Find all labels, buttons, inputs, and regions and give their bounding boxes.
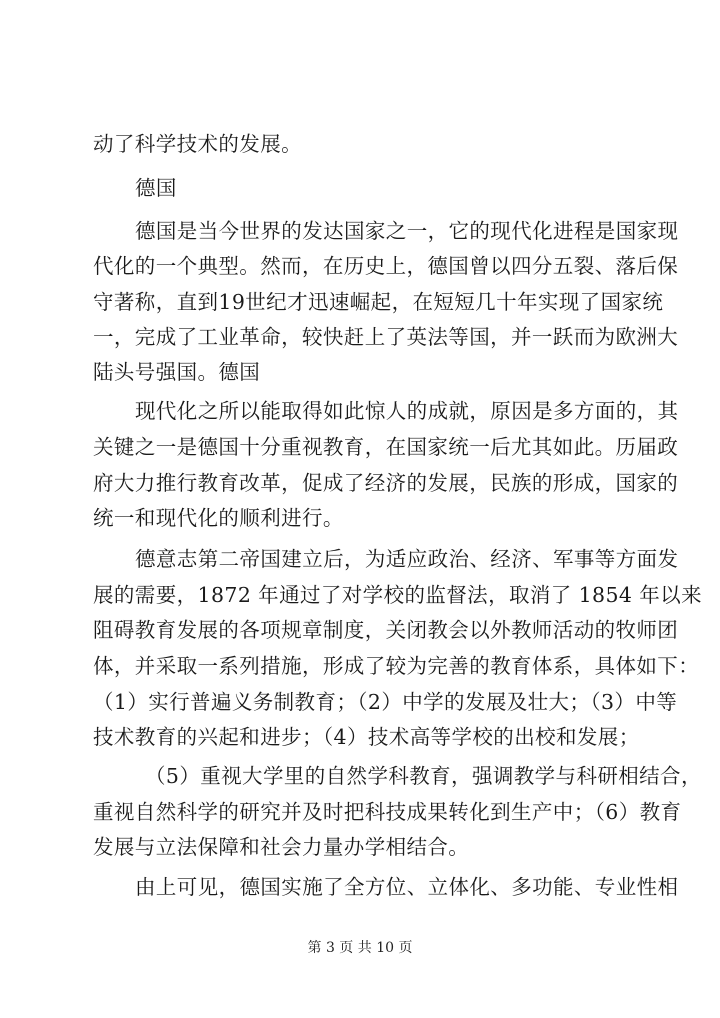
text-line: 关键之一是德国十分重视教育，在国家统一后尤其如此。历届政: [93, 435, 679, 459]
list-line: （1）实行普遍义务制教育；（2）中学的发展及壮大；（3）中等: [93, 690, 678, 714]
text-line: 重视自然科学的研究并及时把科技成果转化到生产中；（6）教育: [93, 800, 682, 824]
text-line: 德意志第二帝国建立后，为适应政治、经济、军事等方面发: [135, 547, 679, 571]
text-line: 体，并采取一系列措施，形成了较为完善的教育体系，具体如下：: [93, 654, 700, 678]
section-heading: 德国: [135, 176, 177, 200]
text-line: 动了科学技术的发展。: [93, 132, 302, 156]
text-line: 现代化之所以能取得如此惊人的成就，原因是多方面的，其: [135, 399, 679, 423]
text-line: 展的需要，1872 年通过了对学校的监督法，取消了 1854 年以来: [93, 583, 702, 607]
text-line: 一，完成了工业革命，较快赶上了英法等国，并一跃而为欧洲大: [93, 325, 679, 349]
text-line: 府大力推行教育改革，促成了经济的发展，民族的形成，国家的: [93, 471, 679, 495]
text-line: 守著称，直到19世纪才迅速崛起，在短短几十年实现了国家统: [93, 290, 664, 314]
list-line: （5）重视大学里的自然学科教育，强调教学与科研相结合，: [145, 764, 702, 788]
page-number-footer: 第 3 页 共 10 页: [307, 940, 413, 956]
text-line: 陆头号强国。德国: [93, 360, 261, 384]
text-line: 统一和现代化的顺利进行。: [93, 506, 344, 530]
text-line: 德国是当今世界的发达国家之一，它的现代化进程是国家现: [135, 219, 679, 243]
text-line: 代化的一个典型。然而，在历史上，德国曾以四分五裂、落后保: [93, 254, 679, 278]
text-line: 发展与立法保障和社会力量办学相结合。: [93, 835, 470, 859]
text-line: 阻碍教育发展的各项规章制度，关闭教会以外教师活动的牧师团: [93, 618, 679, 642]
list-line: 技术教育的兴起和进步；（4）技术高等学校的出校和发展；: [93, 725, 640, 749]
text-line: 由上可见，德国实施了全方位、立体化、多功能、专业性相: [135, 875, 679, 899]
